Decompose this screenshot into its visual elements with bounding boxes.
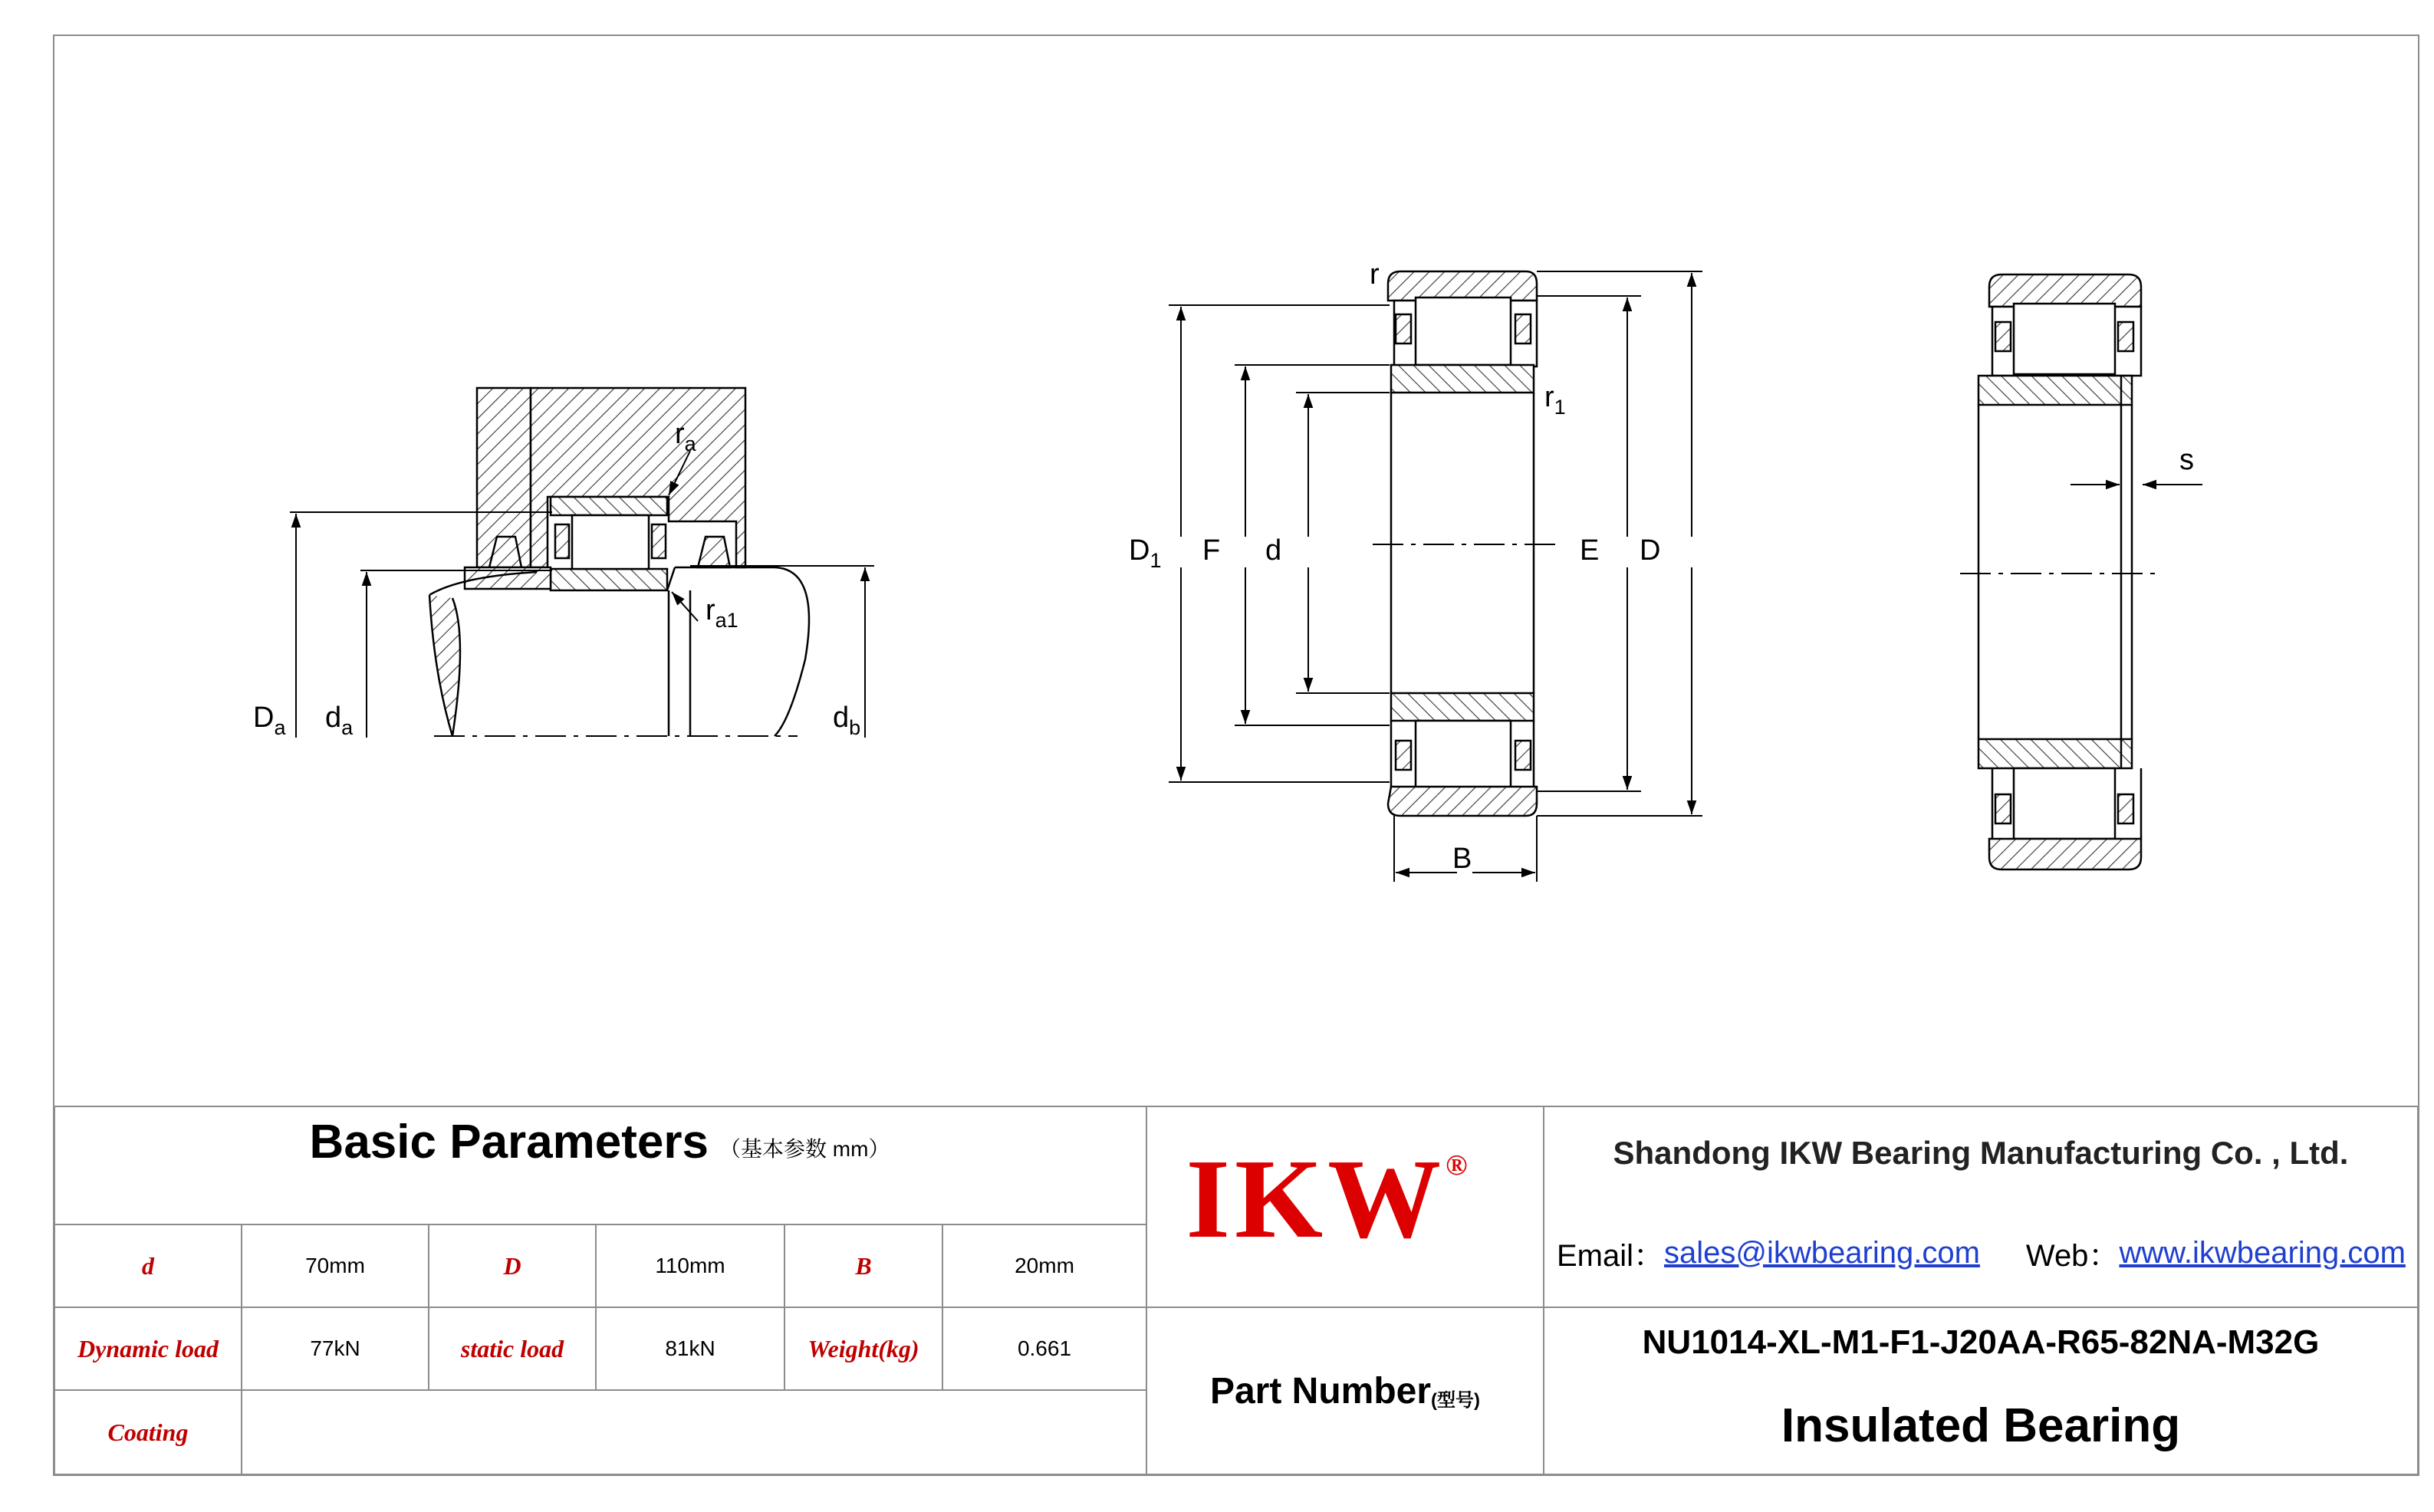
param-value-D: 110mm [655, 1254, 725, 1277]
label-B: B [1452, 843, 1472, 875]
label-d: d [1265, 534, 1282, 567]
email-label: Email： [1557, 1238, 1665, 1273]
param-label-D: D [503, 1251, 521, 1280]
label-r: r [1370, 258, 1380, 291]
part-type: Insulated Bearing [1781, 1399, 2181, 1452]
basic-parameters-header [54, 1106, 1146, 1178]
param-label-d: d [142, 1251, 154, 1280]
param-value-coating [242, 1391, 1146, 1474]
param-value-weight: 0.661 [1017, 1336, 1072, 1360]
part-number-label: Part Number (型号) [1209, 1370, 1481, 1412]
label-F: F [1202, 534, 1221, 567]
side-view [1960, 274, 2202, 869]
param-value-B: 20mm [1015, 1254, 1074, 1277]
side-view-labels [2179, 444, 2194, 476]
param-label-dynamic-load: Dynamic load [77, 1334, 219, 1362]
registered-mark: ® [1446, 1149, 1468, 1182]
ikw-logo [1150, 1136, 1503, 1273]
param-value-dynamic-load: 77kN [310, 1336, 360, 1360]
basic-parameters-title: Basic Parameters [309, 1115, 709, 1169]
mounting-view [290, 388, 874, 738]
contact-line [1544, 1215, 2417, 1291]
web-label: Web： [2025, 1238, 2120, 1273]
company-name: Shandong IKW Bearing Manufacturing Co. , Ltd. [1613, 1135, 2349, 1171]
logo-text: IKW [1186, 1136, 1446, 1262]
web-link[interactable]: www.ikwbearing.com [2119, 1235, 2406, 1270]
email-link[interactable]: sales@ikwbearing.com [1664, 1235, 1980, 1270]
label-s: s [2179, 444, 2194, 476]
label-r1: $r_1$ [1544, 381, 1566, 419]
label-D1: $D_1$ [1129, 534, 1162, 572]
label-E: E [1580, 534, 1600, 567]
label-da: $d_a$ [325, 702, 354, 739]
param-label-B: B [855, 1251, 872, 1280]
basic-parameters-unit-note: （基本参数 mm） [719, 1137, 890, 1161]
param-value-static-load: 81kN [665, 1336, 715, 1360]
label-Da: $D_a$ [253, 702, 286, 739]
part-number-value: NU1014-XL-M1-F1-J20AA-R65-82NA-M32G [1642, 1323, 2320, 1361]
label-D: D [1640, 534, 1661, 567]
param-label-weight: Weight(kg) [807, 1334, 919, 1362]
param-label-coating: Coating [107, 1418, 189, 1446]
label-db: $d_b$ [833, 702, 861, 739]
param-label-static-load: static load [460, 1334, 564, 1362]
label-ra: $r_a$ [675, 418, 696, 455]
section-view [1169, 271, 1702, 882]
param-value-d: 70mm [305, 1254, 365, 1277]
label-ra1: $r_{a1}$ [706, 594, 738, 632]
